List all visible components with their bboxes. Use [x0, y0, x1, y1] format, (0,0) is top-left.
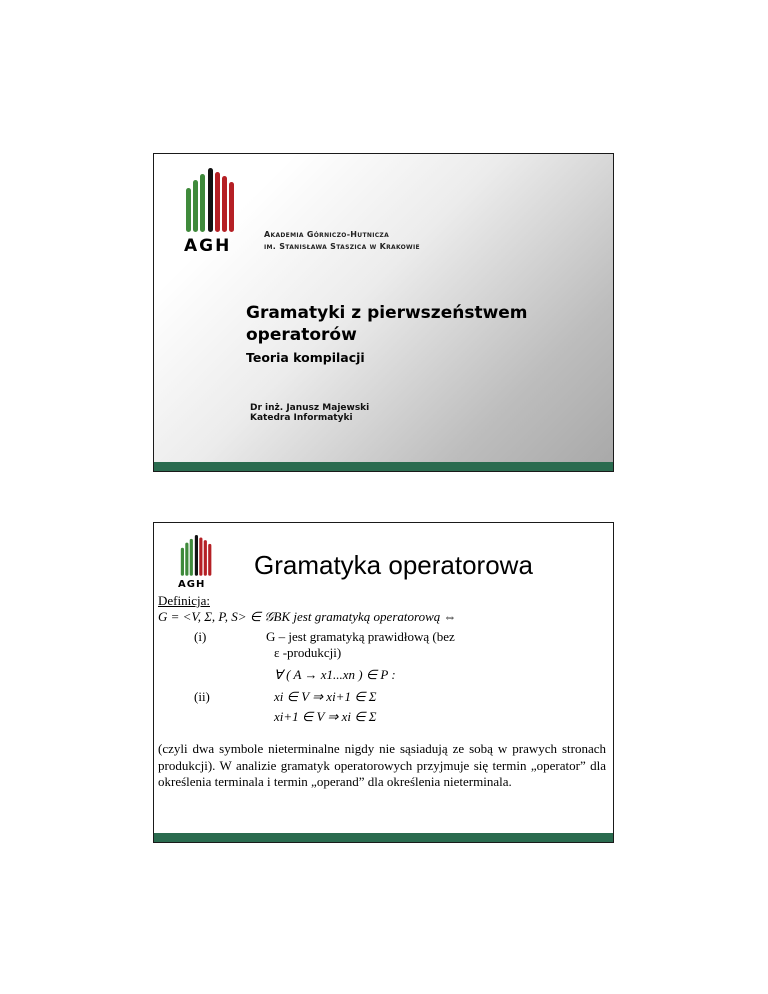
slide-title: Gramatyka operatorowa	[254, 550, 533, 580]
agh-logo	[182, 168, 244, 260]
presentation-title: Gramatyki z pierwszeństwem operatorów	[246, 303, 528, 345]
agh-logo-small-icon	[178, 535, 218, 577]
item1-line2: ε -produkcji)	[274, 645, 342, 660]
explanation-paragraph: (czyli dwa symbole nieterminalne nigdy nie sąsiadują ze sobą w prawych stronach produkcji). W analizie gramatyk operatorowych przyjmuje się termin „operator” dla określenia terminala i termin „operand” dla określenia nieterminala.	[158, 741, 606, 789]
definition-line: G = <V, Σ, P, S> ∈ 𝒢BK jest gramatyką operatorową ⇔	[158, 609, 457, 624]
author-name: Dr inż. Janusz Majewski	[250, 403, 370, 413]
agh-logo-small	[178, 535, 218, 593]
bottom-accent-bar	[154, 462, 613, 471]
title-slide	[153, 153, 614, 472]
item2-label: (ii)	[194, 689, 210, 704]
agh-logo-icon	[182, 168, 244, 234]
department-name: Katedra Informatyki	[250, 413, 353, 423]
logo-text: AGH	[184, 236, 232, 256]
bottom-accent-bar	[154, 833, 613, 842]
formula-condition2: xi+1 ∈ V ⇒ xi ∈ Σ	[274, 709, 377, 724]
university-name: Akademia Górniczo-Hutnicza	[264, 230, 390, 239]
formula-forall: ∀ ( A → x1...xn ) ∈ P :	[274, 667, 396, 682]
logo-text-small: AGH	[178, 579, 206, 590]
presentation-subtitle: Teoria kompilacji	[246, 350, 365, 365]
formula-condition1: xi ∈ V ⇒ xi+1 ∈ Σ	[274, 689, 377, 704]
content-slide	[153, 522, 614, 843]
item1-label: (i)	[194, 629, 207, 644]
item1-line1: G – jest gramatyką prawidłową (bez	[266, 629, 455, 644]
author-block	[250, 403, 369, 423]
university-name-line2: im. Stanisława Staszica w Krakowie	[264, 242, 420, 251]
definition-label: Definicja:	[158, 593, 210, 608]
